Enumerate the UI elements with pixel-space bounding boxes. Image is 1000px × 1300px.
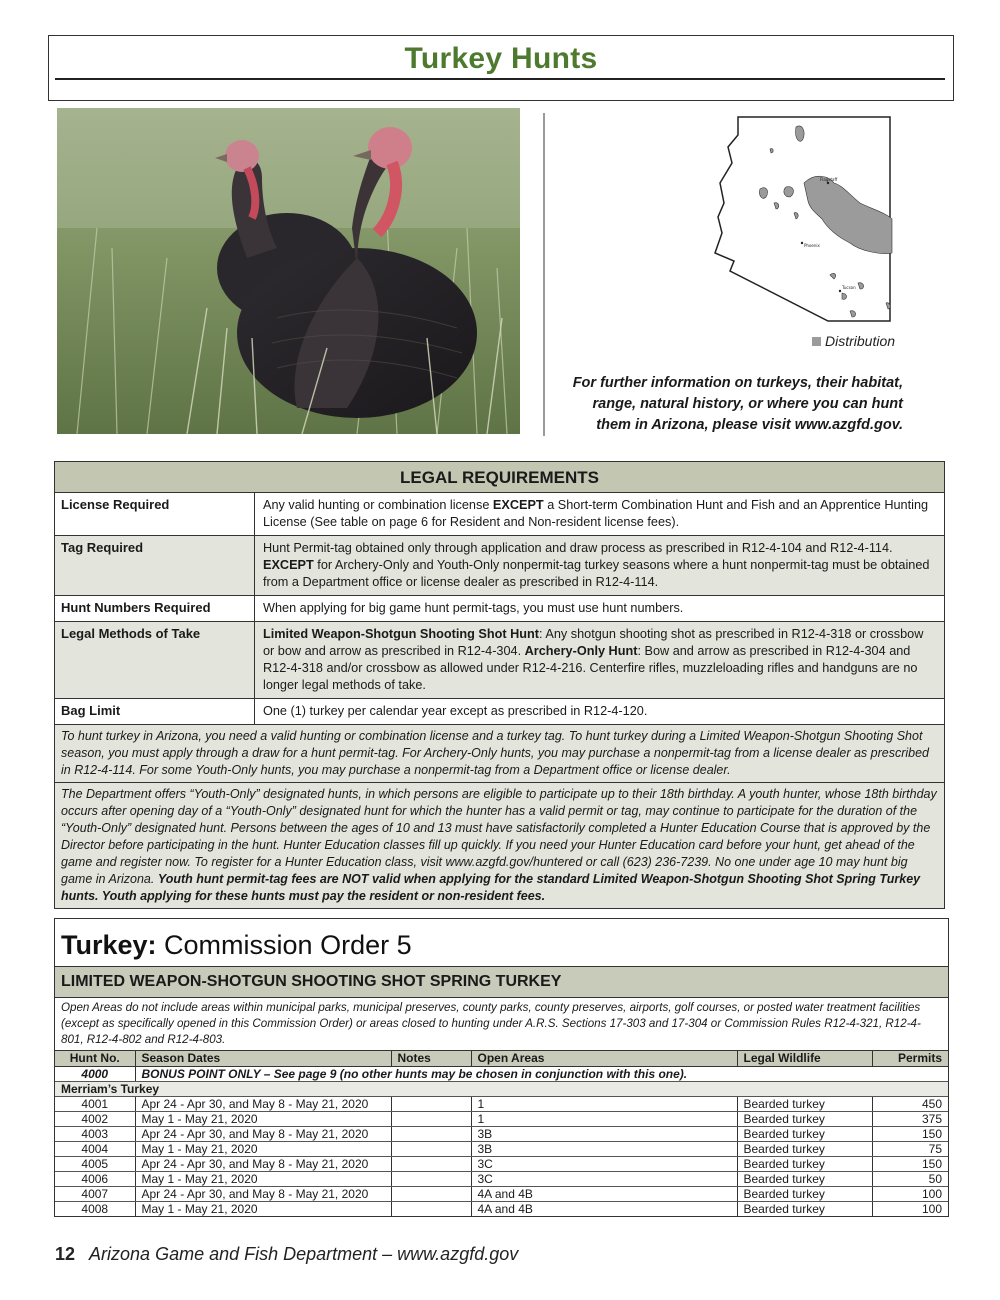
- title-box: [48, 35, 954, 101]
- legal-row-label: Hunt Numbers Required: [55, 596, 255, 621]
- table-header-row: [55, 1051, 948, 1067]
- cell-permits: 100: [921, 1202, 942, 1216]
- legal-row-label: Tag Required: [55, 536, 255, 595]
- table-row: [55, 1202, 948, 1217]
- page-number: 12: [55, 1244, 76, 1264]
- legal-text: : Bow and arrow as prescribed in R12-4-304 and R12-4-318 and/or crossbow as allowed under R12-4-216. Centerfire rifles, muzzleloading rifles and handguns are no longer legal methods of take.: [263, 644, 918, 692]
- cell-permits: 75: [872, 1142, 948, 1157]
- cell-permits: 50: [872, 1172, 948, 1187]
- legal-emphasis: Archery-Only Hunt: [524, 644, 638, 658]
- cell-notes: [391, 1187, 471, 1202]
- cell-open-areas: 4A and 4B: [471, 1202, 737, 1217]
- col-header-notes: Notes: [391, 1051, 471, 1067]
- order-title-rest: Commission Order 5: [164, 930, 412, 960]
- map-legend: [812, 333, 895, 349]
- legal-text: a Short-term Combination Hunt and Fish and an Apprentice Hunting License (See table on page 6 for Resident and Non-resident license fees).: [263, 498, 929, 529]
- legal-note-license: To hunt turkey in Arizona, you need a valid hunting or combination license and a turkey tag. To hunt turkey during a Limited Weapon-Shotgun Shooting Shot season, you must apply through a draw for a hunt permit-tag. For Archery-Only hunts, you may purchase a nonpermit-tag from a license dealer as prescribed in R12-4-114. For some Youth-Only hunts, you may purchase a nonpermit-tag from a Department office or license dealer.: [55, 725, 944, 783]
- legend-label: Distribution: [825, 333, 896, 349]
- cell-legal-wildlife: Bearded turkey: [737, 1112, 872, 1127]
- col-header-legal-wildlife: Legal Wildlife: [737, 1051, 872, 1067]
- bonus-hunt-no: 4000: [55, 1067, 135, 1082]
- legal-heading: LEGAL REQUIREMENTS: [55, 462, 944, 493]
- cell-open-areas: 1: [471, 1112, 737, 1127]
- cell-permits: 150: [872, 1127, 948, 1142]
- legal-row-value: [255, 622, 944, 698]
- bonus-row: [55, 1067, 948, 1082]
- turkey-photo: [57, 108, 520, 434]
- col-header-permits: Permits: [872, 1051, 948, 1067]
- legal-text: When applying for big game hunt permit-tags, you must use hunt numbers.: [263, 601, 684, 615]
- photo-divider: [543, 113, 545, 436]
- legal-text: Any valid hunting or combination license: [263, 498, 493, 512]
- legal-row-value: [255, 536, 944, 595]
- cell-open-areas: 3C: [471, 1172, 737, 1187]
- legal-row: [55, 622, 944, 699]
- legal-row-label: Bag Limit: [55, 699, 255, 724]
- cell-season-dates: Apr 24 - Apr 30, and May 8 - May 21, 2020: [135, 1097, 391, 1112]
- page-footer: [55, 1244, 518, 1265]
- cell-open-areas: 1: [471, 1097, 737, 1112]
- cell-notes: [391, 1157, 471, 1172]
- cell-hunt-number: 4003: [55, 1127, 135, 1142]
- legal-emphasis: EXCEPT: [263, 558, 314, 572]
- map-city-label: Phoenix: [804, 243, 820, 248]
- cell-permits: 150: [872, 1157, 948, 1172]
- open-areas-note: Open Areas do not include areas within municipal parks, municipal preserves, county parks, county preserves, airports, golf courses, or posted water treatment facilities (except as specifically opened in this Commission Order) or areas closed to hunting under A.R.S. Sections 17-303 and 17-304 or Commission Rules R12-4-321, R12-4-801, R12-4-802 and R12-4-803.: [55, 998, 948, 1051]
- cell-open-areas: 4A and 4B: [471, 1187, 737, 1202]
- bonus-text: BONUS POINT ONLY – See page 9 (no other hunts may be chosen in conjunction with this one).: [135, 1067, 948, 1082]
- cell-open-areas: 3C: [471, 1157, 737, 1172]
- table-row: [55, 1127, 948, 1142]
- cell-hunt-number: 4007: [55, 1187, 135, 1202]
- cell-season-dates: Apr 24 - Apr 30, and May 8 - May 21, 2020: [135, 1187, 391, 1202]
- cell-season-dates: Apr 24 - Apr 30, and May 8 - May 21, 2020: [135, 1157, 391, 1172]
- table-row: [55, 1172, 948, 1187]
- map-city-label: Flagstaff: [820, 177, 838, 182]
- legal-row-label: License Required: [55, 493, 255, 535]
- commission-order-table: [54, 918, 949, 1217]
- species-group-label: Merriam’s Turkey: [55, 1082, 948, 1097]
- cell-hunt-number: 4008: [55, 1202, 135, 1217]
- info-text: For further information on turkeys, their habitat, range, natural history, or where you can hunt them in Arizona, please visit www.azgfd.gov.: [572, 375, 903, 433]
- cell-permits: 100: [872, 1187, 948, 1202]
- legal-row-label: Legal Methods of Take: [55, 622, 255, 698]
- col-header-season-dates: Season Dates: [135, 1051, 391, 1067]
- cell-legal-wildlife: Bearded turkey: [737, 1202, 872, 1217]
- table-row: [55, 1112, 948, 1127]
- legal-row: [55, 699, 944, 725]
- footer-text: Arizona Game and Fish Department – www.azgfd.gov: [89, 1244, 519, 1264]
- cell-season-dates: May 1 - May 21, 2020: [135, 1172, 391, 1187]
- cell-notes: [391, 1202, 471, 1217]
- legal-emphasis: EXCEPT: [492, 498, 544, 512]
- cell-hunt-number: 4002: [55, 1112, 135, 1127]
- legal-row: [55, 536, 944, 596]
- cell-season-dates: May 1 - May 21, 2020: [135, 1202, 391, 1217]
- legal-text: : Any shotgun shooting shot as prescribed in R12-4-318 or crossbow or bow and arrow as prescribed in R12-4-304.: [263, 627, 924, 658]
- cell-season-dates: May 1 - May 21, 2020: [135, 1142, 391, 1157]
- cell-permits: 450: [872, 1097, 948, 1112]
- col-header-open-areas: Open Areas: [471, 1051, 737, 1067]
- species-group-row: [55, 1082, 948, 1097]
- cell-hunt-number: 4005: [55, 1157, 135, 1172]
- table-row: [55, 1097, 948, 1112]
- youth-bold-text: Youth hunt permit-tag fees are NOT valid when applying for the standard Limited Weapon-Shotgun Shooting Shot Spring Turkey hunts. Youth applying for these hunts must pay the resident or non-resident fees.: [61, 872, 921, 903]
- cell-notes: [391, 1127, 471, 1142]
- cell-permits: 375: [872, 1112, 948, 1127]
- legal-text: One (1) turkey per calendar year except as prescribed in R12-4-120.: [263, 704, 648, 718]
- title-rule: [55, 78, 945, 80]
- cell-legal-wildlife: Bearded turkey: [737, 1142, 872, 1157]
- legal-row: [55, 596, 944, 622]
- cell-legal-wildlife: Bearded turkey: [737, 1127, 872, 1142]
- order-subtitle: LIMITED WEAPON-SHOTGUN SHOOTING SHOT SPRING TURKEY: [55, 967, 948, 998]
- col-header-hunt-no: Hunt No.: [55, 1051, 135, 1067]
- cell-notes: [391, 1097, 471, 1112]
- legal-text: for Archery-Only and Youth-Only nonpermit-tag turkey seasons where a hunt nonpermit-tag must be obtained from a Department office or license dealer as prescribed in R12-4-114.: [263, 558, 930, 589]
- distribution-map: [710, 113, 900, 328]
- table-row: [55, 1187, 948, 1202]
- cell-open-areas: 3B: [471, 1142, 737, 1157]
- cell-notes: [391, 1112, 471, 1127]
- legal-row-value: [255, 596, 944, 621]
- table-row: [55, 1142, 948, 1157]
- legend-swatch: [812, 337, 821, 346]
- legal-row: [55, 493, 944, 536]
- page-title: Turkey Hunts: [404, 42, 598, 75]
- legal-note-youth: [55, 783, 944, 908]
- cell-hunt-number: 4006: [55, 1172, 135, 1187]
- legal-emphasis: Limited Weapon-Shotgun Shooting Shot Hunt: [263, 627, 540, 641]
- order-title: [55, 919, 948, 967]
- map-city-label: Tucson: [842, 285, 856, 290]
- cell-season-dates: Apr 24 - Apr 30, and May 8 - May 21, 2020: [135, 1127, 391, 1142]
- order-title-bold: Turkey:: [61, 930, 157, 960]
- cell-season-dates: May 1 - May 21, 2020: [135, 1112, 391, 1127]
- cell-open-areas: 3B: [471, 1127, 737, 1142]
- cell-hunt-number: 4004: [55, 1142, 135, 1157]
- table-row: [55, 1157, 948, 1172]
- cell-notes: [391, 1142, 471, 1157]
- cell-legal-wildlife: Bearded turkey: [737, 1097, 872, 1112]
- legal-row-value: [255, 493, 944, 535]
- legal-text: Hunt Permit-tag obtained only through application and draw process as prescribed in R12-4-104 and R12-4-114.: [263, 541, 893, 555]
- legal-requirements-table: [54, 461, 945, 909]
- cell-legal-wildlife: Bearded turkey: [737, 1187, 872, 1202]
- legal-row-value: [255, 699, 944, 724]
- cell-hunt-number: 4001: [55, 1097, 135, 1112]
- youth-text: The Department offers “Youth-Only” designated hunts, in which persons are eligible to participate up to their 18th birthday. A youth hunter, whose 18th birthday occurs after opening day of a “Youth-Only” designated hunt for which the hunter has a valid permit or tag, may continue to participate for the duration of the “Youth-Only” designated hunt. Persons between the ages of 10 and 13 must have satisfactorily completed a Hunter Education Course that is approved by the Director before participating in the hunt. Hunter Education classes fill up quickly. If you need your Hunter Education card before your hunt, get ahead of the game and register now. To register for a Hunter Education class, visit www.azgfd.gov/huntered or call (623) 236-7239. No one under age 10 may hunt big game in Arizona.: [61, 787, 937, 886]
- cell-notes: [391, 1172, 471, 1187]
- hunts-table: [55, 1051, 948, 1216]
- cell-legal-wildlife: Bearded turkey: [737, 1172, 872, 1187]
- cell-legal-wildlife: Bearded turkey: [737, 1157, 872, 1172]
